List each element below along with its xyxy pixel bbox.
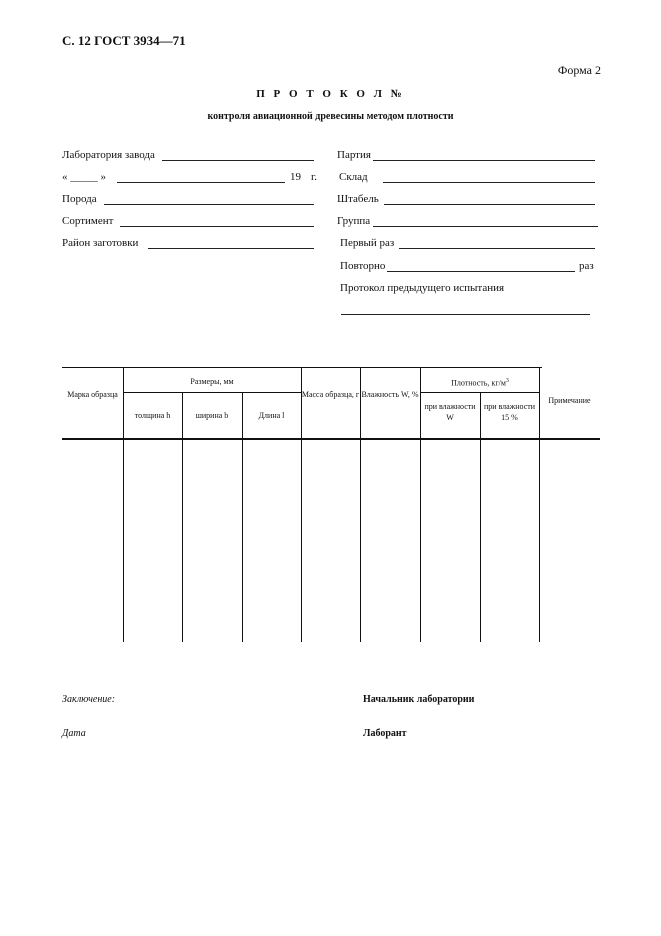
warehouse-input-line[interactable]	[383, 182, 595, 183]
header-density-sup: 3	[505, 378, 509, 384]
header-mass: Масса образца, г	[301, 390, 360, 399]
header-at-15: при влажности 15 %	[483, 402, 536, 422]
year-suffix: г.	[311, 171, 318, 183]
col-rule-7	[480, 392, 481, 642]
stack-input-line[interactable]	[384, 204, 595, 205]
header-sizes: Размеры, мм	[190, 377, 234, 386]
year-prefix: 19	[290, 171, 301, 183]
repeat-input-line[interactable]	[387, 271, 575, 272]
table-header-rule	[62, 438, 600, 440]
lab-label: Лаборатория завода	[62, 149, 155, 161]
breed-input-line[interactable]	[104, 204, 314, 205]
lab-input-line[interactable]	[162, 160, 314, 161]
col-rule-5	[360, 367, 361, 642]
assortment-label: Сортимент	[62, 215, 114, 227]
lab-head-label: Начальник лаборатории	[363, 694, 475, 705]
stack-label: Штабель	[337, 193, 379, 205]
repeat-suffix: раз	[579, 260, 594, 272]
first-time-input-line[interactable]	[399, 248, 595, 249]
col-rule-1	[123, 367, 124, 642]
date-month-input-line[interactable]	[117, 182, 285, 183]
assortment-input-line[interactable]	[120, 226, 314, 227]
form-number: Форма 2	[557, 63, 601, 77]
batch-label: Партия	[337, 149, 371, 161]
sizes-sub-rule	[123, 392, 301, 393]
area-input-line[interactable]	[148, 248, 314, 249]
header-moisture: Влажность W, %	[361, 390, 419, 399]
header-width: ширина b	[195, 411, 229, 420]
col-rule-4	[301, 367, 302, 642]
first-time-label: Первый раз	[340, 237, 395, 249]
protocol-subtitle: контроля авиационной древесины методом плотности	[207, 111, 454, 122]
batch-input-line[interactable]	[373, 160, 595, 161]
header-density	[420, 376, 540, 389]
col-rule-8	[539, 367, 540, 642]
header-mark: Марка образца	[67, 390, 118, 399]
date-day-label: « _____ »	[62, 171, 106, 183]
header-note: Примечание	[548, 396, 591, 405]
conclusion-label: Заключение:	[62, 694, 116, 705]
header-density-text: Плотность, кг/м	[451, 378, 506, 388]
warehouse-label: Склад	[339, 171, 368, 183]
protocol-title: П Р О Т О К О Л №	[256, 88, 405, 100]
group-input-line[interactable]	[373, 226, 598, 227]
col-rule-3	[242, 392, 243, 642]
repeat-label: Повторно	[340, 260, 386, 272]
density-table	[62, 367, 600, 642]
group-label: Группа	[337, 215, 371, 227]
document-reference: С. 12 ГОСТ 3934—71	[62, 33, 186, 48]
date-label: Дата	[62, 728, 86, 739]
table-top-rule	[62, 367, 542, 368]
header-length: Длина l	[258, 411, 285, 420]
header-at-w: при влажности W	[424, 402, 476, 422]
area-label: Район заготовки	[62, 237, 139, 249]
assistant-label: Лаборант	[363, 728, 407, 739]
prev-protocol-input-line[interactable]	[341, 314, 590, 315]
prev-protocol-label: Протокол предыдущего испытания	[340, 282, 505, 294]
header-thickness: толщина h	[134, 411, 171, 420]
col-rule-2	[182, 392, 183, 642]
breed-label: Порода	[62, 193, 97, 205]
